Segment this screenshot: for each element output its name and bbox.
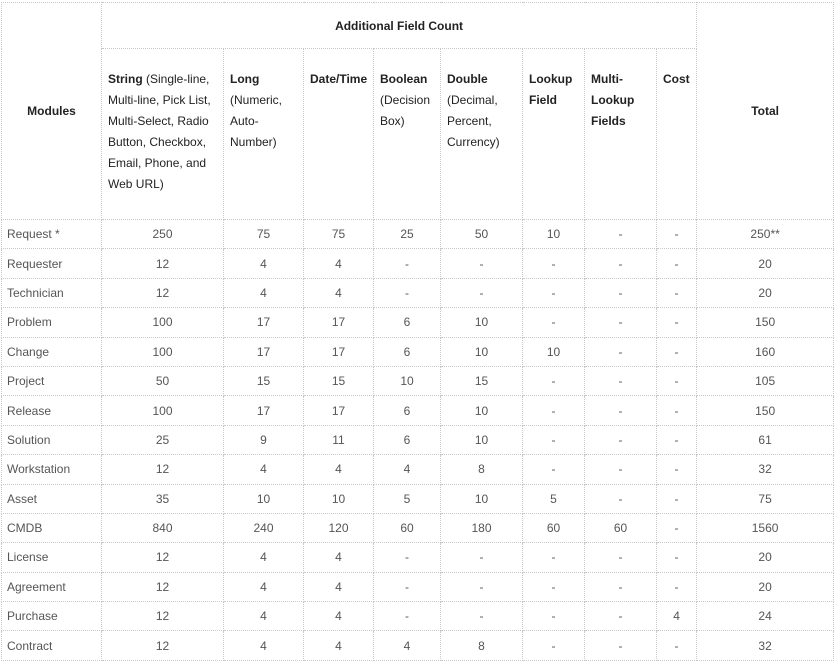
total-cell: 1560 bbox=[697, 513, 834, 542]
field-count-cell: 10 bbox=[441, 425, 523, 454]
column-header-description: (Numeric, Auto-Number) bbox=[230, 93, 283, 149]
field-count-cell: - bbox=[585, 602, 657, 631]
field-count-cell: 4 bbox=[304, 278, 374, 307]
field-count-cell: - bbox=[585, 249, 657, 278]
field-count-cell: 10 bbox=[523, 337, 585, 366]
field-count-cell: 17 bbox=[304, 396, 374, 425]
table-row bbox=[2, 631, 834, 660]
field-count-cell: 10 bbox=[523, 220, 585, 249]
field-count-cell: 10 bbox=[441, 337, 523, 366]
field-count-cell: - bbox=[523, 602, 585, 631]
column-header-title: Long bbox=[230, 72, 260, 86]
field-count-cell: 250 bbox=[102, 220, 224, 249]
field-count-cell: 5 bbox=[523, 484, 585, 513]
field-count-cell: 60 bbox=[523, 513, 585, 542]
field-count-cell: 4 bbox=[224, 602, 304, 631]
column-header bbox=[523, 49, 585, 220]
field-count-cell: - bbox=[657, 513, 697, 542]
field-count-cell: 50 bbox=[102, 366, 224, 395]
field-count-cell: 840 bbox=[102, 513, 224, 542]
field-count-cell: - bbox=[523, 249, 585, 278]
field-count-cell: - bbox=[585, 572, 657, 601]
field-count-cell: - bbox=[523, 631, 585, 660]
table-row bbox=[2, 337, 834, 366]
field-count-cell: 100 bbox=[102, 396, 224, 425]
field-count-cell: - bbox=[585, 455, 657, 484]
field-count-cell: 10 bbox=[441, 484, 523, 513]
modules-header: Modules bbox=[2, 3, 102, 220]
total-cell: 61 bbox=[697, 425, 834, 454]
table-row bbox=[2, 425, 834, 454]
column-header-title: Multi-Lookup Fields bbox=[591, 72, 635, 128]
module-name-cell: Change bbox=[2, 337, 102, 366]
field-count-cell: - bbox=[523, 366, 585, 395]
field-count-cell: 12 bbox=[102, 602, 224, 631]
field-count-cell: 8 bbox=[441, 455, 523, 484]
field-count-cell: - bbox=[657, 631, 697, 660]
module-name-cell: Agreement bbox=[2, 572, 102, 601]
field-count-cell: 4 bbox=[374, 455, 441, 484]
field-count-cell: - bbox=[585, 425, 657, 454]
field-count-cell: 11 bbox=[304, 425, 374, 454]
module-name-cell: Problem bbox=[2, 308, 102, 337]
field-count-cell: 50 bbox=[441, 220, 523, 249]
field-count-cell: - bbox=[374, 572, 441, 601]
field-count-cell: 12 bbox=[102, 278, 224, 307]
field-count-cell: 12 bbox=[102, 455, 224, 484]
total-cell: 160 bbox=[697, 337, 834, 366]
column-header bbox=[441, 49, 523, 220]
field-count-cell: 10 bbox=[304, 484, 374, 513]
field-count-cell: 15 bbox=[304, 366, 374, 395]
module-name-cell: CMDB bbox=[2, 513, 102, 542]
field-count-cell: 100 bbox=[102, 337, 224, 366]
field-count-cell: 75 bbox=[304, 220, 374, 249]
total-cell: 20 bbox=[697, 572, 834, 601]
table-row bbox=[2, 249, 834, 278]
table-row bbox=[2, 484, 834, 513]
column-header bbox=[657, 49, 697, 220]
field-count-cell: 4 bbox=[304, 455, 374, 484]
field-count-cell: - bbox=[585, 631, 657, 660]
table-row bbox=[2, 543, 834, 572]
field-count-cell: - bbox=[523, 572, 585, 601]
field-count-cell: - bbox=[657, 308, 697, 337]
field-count-cell: 240 bbox=[224, 513, 304, 542]
column-header-description: (Single-line, Multi-line, Pick List, Multi-Select, Radio Button, Checkbox, Email, Phone, and Web URL) bbox=[108, 72, 211, 191]
column-header-title: Double bbox=[447, 72, 488, 86]
field-count-cell: 25 bbox=[374, 220, 441, 249]
field-count-cell: - bbox=[585, 366, 657, 395]
total-cell: 20 bbox=[697, 278, 834, 307]
field-count-cell: 4 bbox=[224, 455, 304, 484]
field-count-cell: 9 bbox=[224, 425, 304, 454]
field-count-cell: - bbox=[585, 278, 657, 307]
field-count-cell: 8 bbox=[441, 631, 523, 660]
field-count-cell: - bbox=[523, 308, 585, 337]
column-header-title: Date/Time bbox=[310, 72, 368, 86]
field-count-cell: - bbox=[585, 220, 657, 249]
field-count-cell: 12 bbox=[102, 543, 224, 572]
field-count-cell: 180 bbox=[441, 513, 523, 542]
total-cell: 32 bbox=[697, 631, 834, 660]
field-count-cell: - bbox=[657, 455, 697, 484]
field-count-cell: - bbox=[585, 396, 657, 425]
table-row bbox=[2, 220, 834, 249]
field-count-cell: 5 bbox=[374, 484, 441, 513]
field-count-cell: 6 bbox=[374, 396, 441, 425]
column-header bbox=[374, 49, 441, 220]
field-count-cell: - bbox=[657, 337, 697, 366]
field-count-cell: 4 bbox=[224, 278, 304, 307]
field-count-cell: 4 bbox=[304, 572, 374, 601]
field-count-cell: 17 bbox=[224, 308, 304, 337]
field-count-cell: - bbox=[523, 396, 585, 425]
field-count-cell: 10 bbox=[224, 484, 304, 513]
total-cell: 32 bbox=[697, 455, 834, 484]
field-count-cell: - bbox=[657, 425, 697, 454]
module-name-cell: Workstation bbox=[2, 455, 102, 484]
additional-field-count-header: Additional Field Count bbox=[102, 3, 697, 49]
field-count-cell: 6 bbox=[374, 337, 441, 366]
total-cell: 24 bbox=[697, 602, 834, 631]
field-count-cell: 17 bbox=[224, 396, 304, 425]
field-count-cell: 100 bbox=[102, 308, 224, 337]
field-count-cell: 15 bbox=[441, 366, 523, 395]
total-header: Total bbox=[697, 3, 834, 220]
field-count-cell: 4 bbox=[224, 543, 304, 572]
total-cell: 20 bbox=[697, 249, 834, 278]
total-cell: 75 bbox=[697, 484, 834, 513]
field-count-cell: - bbox=[374, 249, 441, 278]
field-count-cell: - bbox=[657, 366, 697, 395]
field-count-cell: 4 bbox=[374, 631, 441, 660]
table-row bbox=[2, 308, 834, 337]
field-count-cell: - bbox=[657, 572, 697, 601]
column-header-title: String bbox=[108, 72, 143, 86]
field-count-cell: - bbox=[523, 278, 585, 307]
field-count-table bbox=[1, 2, 834, 661]
field-count-cell: - bbox=[657, 278, 697, 307]
module-name-cell: Request * bbox=[2, 220, 102, 249]
field-count-cell: 17 bbox=[304, 337, 374, 366]
field-count-cell: - bbox=[441, 602, 523, 631]
column-header-title: Cost bbox=[663, 72, 690, 86]
total-cell: 105 bbox=[697, 366, 834, 395]
column-header bbox=[102, 49, 224, 220]
field-count-cell: 4 bbox=[224, 572, 304, 601]
field-count-cell: - bbox=[657, 249, 697, 278]
column-header-title: Lookup Field bbox=[529, 72, 573, 107]
table-row bbox=[2, 455, 834, 484]
table-row bbox=[2, 278, 834, 307]
module-name-cell: Project bbox=[2, 366, 102, 395]
table-row bbox=[2, 513, 834, 542]
field-count-cell: 10 bbox=[441, 396, 523, 425]
field-count-cell: 10 bbox=[374, 366, 441, 395]
field-count-cell: - bbox=[441, 278, 523, 307]
field-count-cell: - bbox=[523, 455, 585, 484]
module-name-cell: Purchase bbox=[2, 602, 102, 631]
column-header bbox=[224, 49, 304, 220]
field-count-cell: 17 bbox=[304, 308, 374, 337]
column-header-title: Boolean bbox=[380, 72, 428, 86]
field-count-cell: 10 bbox=[441, 308, 523, 337]
table-body bbox=[2, 220, 834, 661]
field-count-cell: - bbox=[585, 543, 657, 572]
column-header-description: (Decimal, Percent, Currency) bbox=[447, 93, 500, 149]
total-cell: 150 bbox=[697, 396, 834, 425]
field-count-cell: 35 bbox=[102, 484, 224, 513]
field-count-cell: - bbox=[374, 602, 441, 631]
field-count-cell: 4 bbox=[224, 631, 304, 660]
column-header bbox=[585, 49, 657, 220]
field-count-cell: 60 bbox=[374, 513, 441, 542]
field-count-cell: - bbox=[657, 220, 697, 249]
total-cell: 20 bbox=[697, 543, 834, 572]
field-count-cell: - bbox=[657, 396, 697, 425]
field-count-cell: - bbox=[374, 278, 441, 307]
field-count-cell: - bbox=[585, 484, 657, 513]
field-count-cell: 4 bbox=[657, 602, 697, 631]
field-count-cell: - bbox=[523, 425, 585, 454]
field-count-cell: - bbox=[441, 543, 523, 572]
field-count-cell: 12 bbox=[102, 249, 224, 278]
field-count-cell: 4 bbox=[304, 543, 374, 572]
field-count-cell: 12 bbox=[102, 572, 224, 601]
field-count-cell: - bbox=[585, 337, 657, 366]
module-name-cell: Asset bbox=[2, 484, 102, 513]
field-count-cell: 75 bbox=[224, 220, 304, 249]
field-count-cell: - bbox=[441, 572, 523, 601]
field-count-cell: 25 bbox=[102, 425, 224, 454]
field-count-cell: 4 bbox=[304, 249, 374, 278]
table-row bbox=[2, 366, 834, 395]
field-count-cell: 6 bbox=[374, 425, 441, 454]
column-header-description: (Decision Box) bbox=[380, 93, 431, 128]
module-name-cell: Requester bbox=[2, 249, 102, 278]
field-count-cell: - bbox=[441, 249, 523, 278]
field-count-cell: 4 bbox=[304, 631, 374, 660]
field-count-cell: - bbox=[657, 543, 697, 572]
field-count-cell: - bbox=[585, 308, 657, 337]
module-name-cell: Solution bbox=[2, 425, 102, 454]
table-row bbox=[2, 396, 834, 425]
column-header bbox=[304, 49, 374, 220]
field-count-cell: 12 bbox=[102, 631, 224, 660]
total-cell: 250** bbox=[697, 220, 834, 249]
module-name-cell: Release bbox=[2, 396, 102, 425]
table-row bbox=[2, 572, 834, 601]
field-count-cell: - bbox=[374, 543, 441, 572]
module-name-cell: Contract bbox=[2, 631, 102, 660]
field-count-cell: 4 bbox=[304, 602, 374, 631]
field-count-cell: 60 bbox=[585, 513, 657, 542]
field-count-cell: - bbox=[523, 543, 585, 572]
module-name-cell: Technician bbox=[2, 278, 102, 307]
field-count-cell: 120 bbox=[304, 513, 374, 542]
total-cell: 150 bbox=[697, 308, 834, 337]
field-count-cell: - bbox=[657, 484, 697, 513]
field-count-cell: 17 bbox=[224, 337, 304, 366]
field-count-cell: 15 bbox=[224, 366, 304, 395]
table-row bbox=[2, 602, 834, 631]
field-count-cell: 6 bbox=[374, 308, 441, 337]
field-count-cell: 4 bbox=[224, 249, 304, 278]
module-name-cell: License bbox=[2, 543, 102, 572]
